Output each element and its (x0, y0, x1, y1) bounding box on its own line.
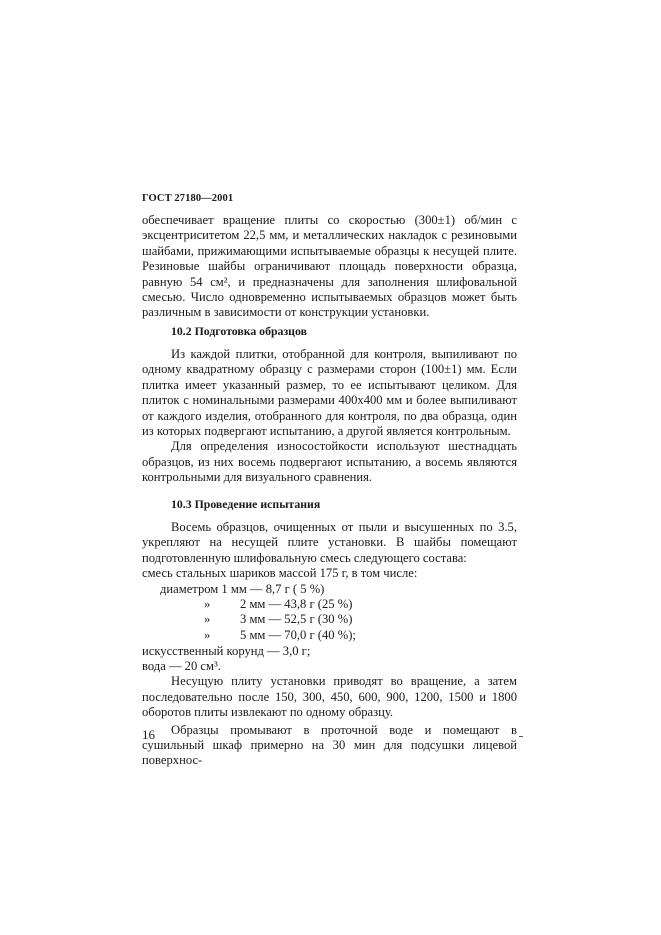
section-10-2-body (142, 347, 517, 486)
ditto-mark: » (204, 597, 211, 612)
scan-mark (519, 736, 523, 737)
mix-line-2mm: 2 мм — 43,8 г (25 %) (240, 597, 353, 612)
section-10-2-paragraph-1: Из каждой плитки, отобранной для контроля, выпиливают по одному квадратному образцу с размерами сторон (100±1) мм. Если плитка имеет указанный размер, то ее испытывают целиком. Для плиток с номинальными размерами 400х400 мм и более выпиливают от каждого изделия, отобранного для контроля, по два образца, один из которых подвергают испытанию, а другой является контрольным. (142, 347, 517, 439)
section-10-3-body (142, 520, 517, 769)
section-10-2-paragraph-2: Для определения износостойкости используют шестнадцать образцов, из них восемь подвергают испытанию, а восемь являются контрольными для визуального сравнения. (142, 439, 517, 485)
mix-composition-list (142, 582, 517, 644)
intro-paragraph (142, 213, 517, 321)
section-10-3-paragraph-2: Несущую плиту установки приводят во вращение, а затем последовательно после 150, 300, 450, 600, 900, 1200, 1500 и 1800 оборотов плиты извлекают по одному образцу. (142, 674, 517, 720)
ditto-mark: » (204, 627, 211, 642)
section-10-3-paragraph-3: Образцы промывают в проточной воде и помещают в сушильный шкаф примерно на 30 мин для подсушки лицевой поверхнос- (142, 722, 517, 768)
section-10-3-heading: 10.3 Проведение испытания (171, 497, 321, 511)
document-header: ГОСТ 27180—2001 (142, 193, 234, 204)
mix-intro: смесь стальных шариков массой 175 г, в том числе: (142, 566, 418, 581)
mix-line-1mm: диаметром 1 мм — 8,7 г ( 5 %) (160, 581, 325, 596)
section-10-3-paragraph-1: Восемь образцов, очищенных от пыли и высушенных по 3.5, укрепляют на несущей плите установки. В шайбы помещают подготовленную шлифовальную смесь следующего состава: (142, 520, 517, 565)
water-line: вода — 20 см³. (142, 659, 221, 674)
intro-text: обеспечивает вращение плиты со скоростью (300±1) об/мин с эксцентриситетом 22,5 мм, и металлических накладок с резиновыми шайбами, прижимающими испытываемые образцы к несущей плите. Резиновые шайбы ограничивают площадь поверхности образца, равную 54 см², и предназначены для заполнения шлифовальной смесью. Число одновременно испытываемых образцов может быть различным в зависимости от конструкции установки. (142, 213, 517, 320)
page-number: 16 (142, 727, 155, 742)
mix-line-5mm: 5 мм — 70,0 г (40 %); (240, 627, 356, 642)
corundum-line: искусственный корунд — 3,0 г; (142, 643, 311, 658)
section-10-2-heading: 10.2 Подготовка образцов (171, 324, 307, 338)
ditto-mark: » (204, 612, 211, 627)
mix-line-3mm: 3 мм — 52,5 г (30 %) (240, 612, 353, 627)
